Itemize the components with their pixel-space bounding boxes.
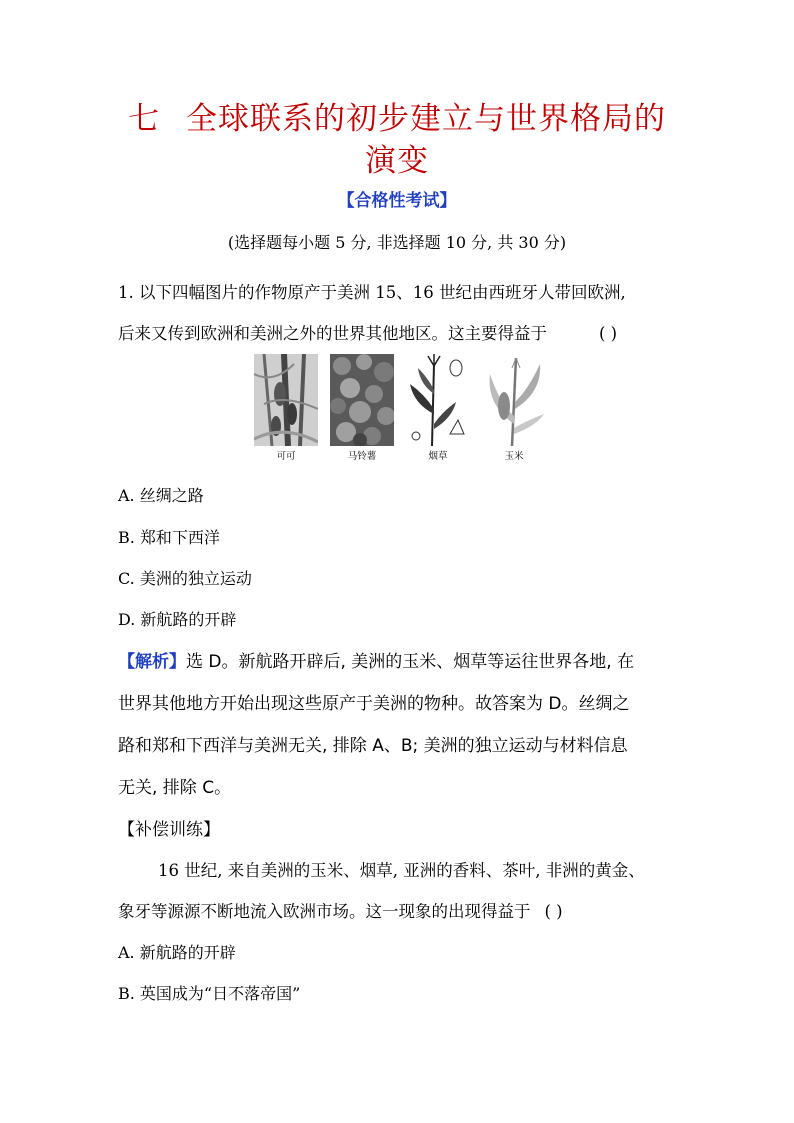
- tobacco-image: [406, 354, 470, 446]
- question-1-text: 后来又传到欧洲和美洲之外的世界其他地区。这主要得益于: [118, 324, 547, 343]
- option-c: C. 美洲的独立运动: [118, 569, 252, 588]
- compensation-line-2: [118, 898, 563, 922]
- corn-image: [482, 354, 546, 446]
- compensation-option-a: A. 新航路的开辟: [118, 943, 236, 962]
- crop-figure: [254, 352, 554, 464]
- compensation-title: 【补偿训练】: [118, 820, 220, 840]
- title-number: 七: [128, 101, 160, 137]
- caption-cocoa: 可可: [276, 451, 296, 462]
- analysis-line-3: 路和郑和下西洋与美洲无关, 排除 A、B; 美洲的独立运动与材料信息: [118, 736, 628, 756]
- option-a: A. 丝绸之路: [118, 486, 204, 505]
- title-text-1: 全球联系的初步建立与世界格局的: [186, 101, 666, 137]
- caption-tobacco: 烟草: [428, 451, 448, 462]
- score-note: (选择题每小题 5 分, 非选择题 10 分, 共 30 分): [227, 233, 567, 252]
- analysis-line-2: 世界其他地方开始出现这些原产于美洲的物种。故答案为 D。丝绸之: [118, 694, 630, 714]
- answer-paren: ( ): [599, 324, 618, 343]
- compensation-paren: ( ): [544, 902, 563, 921]
- compensation-option-b: B. 英国成为“日不落帝国”: [118, 984, 301, 1003]
- caption-potato: 马铃薯: [347, 451, 377, 462]
- title-line-1: [80, 98, 714, 140]
- caption-corn: 玉米: [504, 451, 524, 462]
- question-1-line-1: 1. 以下四幅图片的作物原产于美洲 15、16 世纪由西班牙人带回欧洲,: [118, 283, 626, 302]
- potato-image: [330, 354, 394, 446]
- analysis-line-4: 无关, 排除 C。: [118, 778, 232, 798]
- compensation-line-1: 16 世纪, 来自美洲的玉米、烟草, 亚洲的香料、茶叶, 非洲的黄金、: [158, 861, 645, 880]
- question-1-line-2: [118, 320, 617, 344]
- title-line-2: 演变: [365, 143, 429, 179]
- cocoa-image: [254, 354, 318, 446]
- analysis-label: 【解析】: [118, 652, 186, 672]
- analysis-text-1: 选 D。新航路开辟后, 美洲的玉米、烟草等运往世界各地, 在: [186, 652, 635, 672]
- section-tag: 【合格性考试】: [337, 191, 457, 211]
- analysis-line-1: [118, 647, 690, 672]
- compensation-text-2: 象牙等源源不断地流入欧洲市场。这一现象的出现得益于: [118, 902, 531, 921]
- option-b: B. 郑和下西洋: [118, 528, 220, 547]
- page-title: [80, 98, 714, 182]
- option-d: D. 新航路的开辟: [118, 610, 237, 629]
